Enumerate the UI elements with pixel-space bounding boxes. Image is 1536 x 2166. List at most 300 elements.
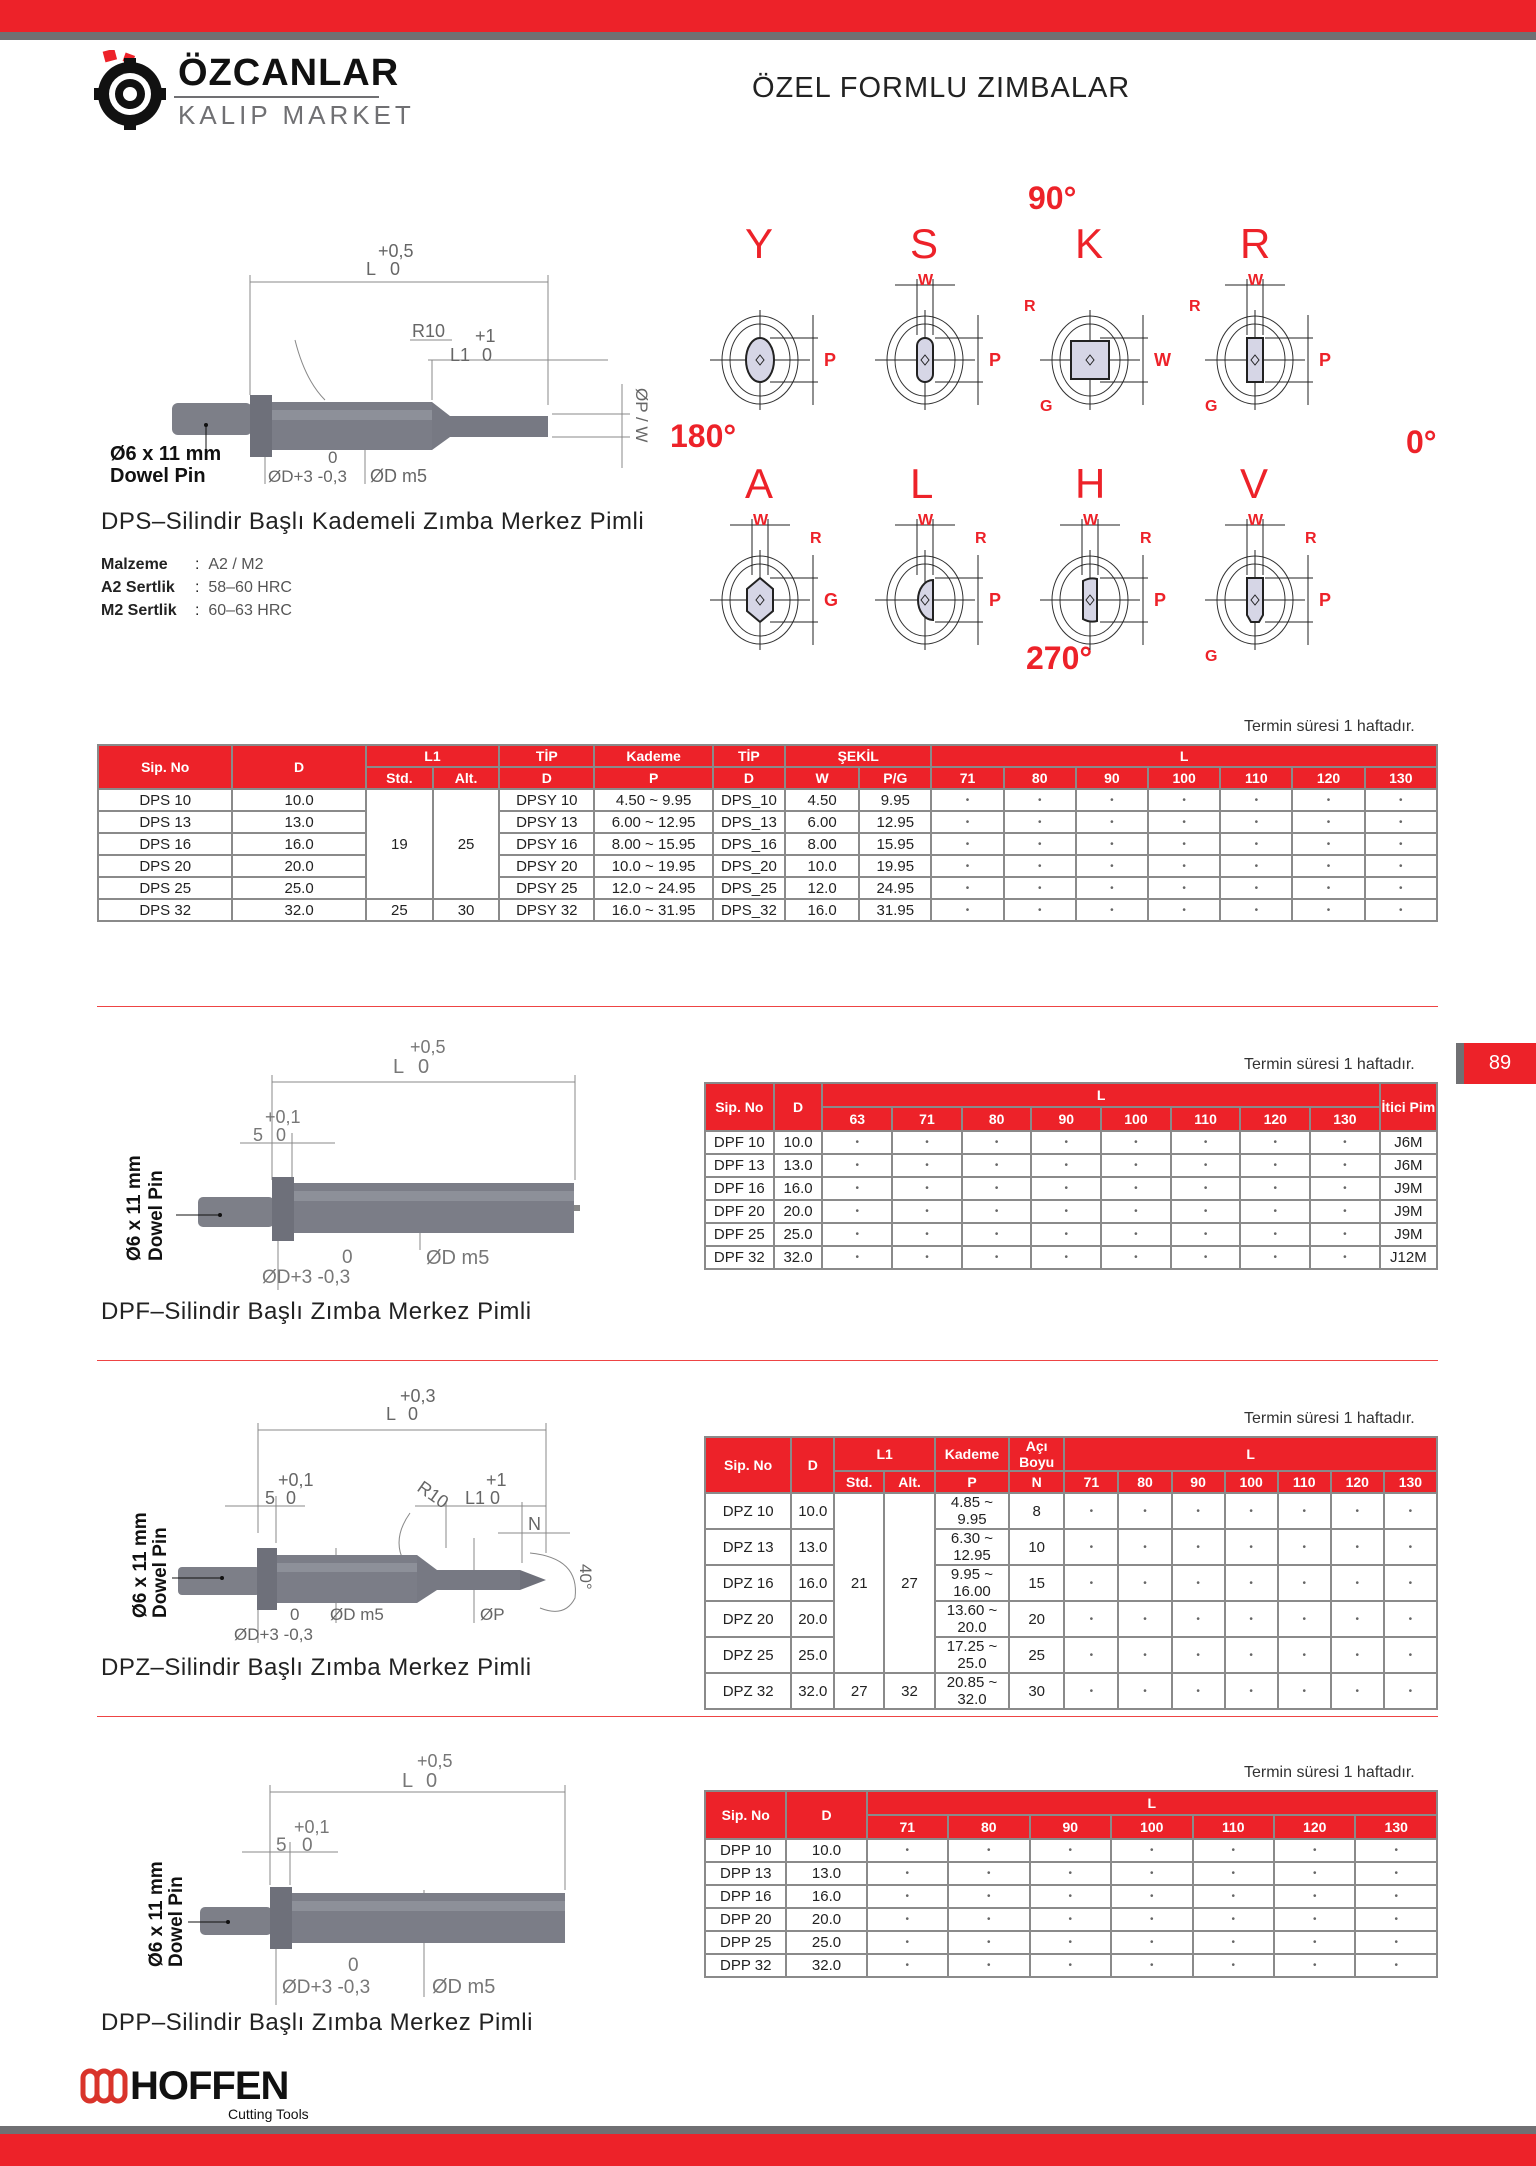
availability-mark: • [1118,1565,1171,1601]
dowel-pin-label-2: Dowel Pin [110,465,206,487]
availability-mark: • [1076,877,1148,899]
cell-sip-no: DPP 10 [705,1839,786,1862]
spec-key: M2 Sertlik [101,602,177,619]
availability-mark: • [1172,1493,1225,1529]
availability-mark: • [1225,1529,1278,1565]
availability-mark: • [1064,1565,1118,1601]
cell-pg: 12.95 [859,811,931,833]
cell-d: 25.0 [786,1931,866,1954]
table-row [98,877,1437,899]
dpp-termin: Termin süresi 1 haftadır. [1244,1764,1415,1781]
col-kademe-1: Kademe [935,1437,1009,1471]
cell-aci-boyu: 15 [1009,1565,1064,1601]
cell-d: 20.0 [791,1601,834,1637]
dpp-table [704,1790,1438,1978]
cell-kademe: 6.00 ~ 12.95 [594,811,712,833]
cell-sip-no: DPS 32 [98,899,232,921]
availability-mark: • [931,833,1003,855]
dps-termin: Termin süresi 1 haftadır. [1244,718,1415,735]
availability-mark: • [1118,1601,1171,1637]
table-row [705,1223,1437,1246]
cell-pg: 24.95 [859,877,931,899]
dim-w: W [753,512,769,529]
availability-mark: • [1240,1223,1310,1246]
availability-mark: • [1225,1637,1278,1673]
dpf-drawing [110,1025,670,1295]
dim-head-dia: ØD+3 -0,3 [262,1267,351,1288]
col-l1-alt: Alt. [433,767,499,789]
availability-mark: • [1220,899,1292,921]
brand-underline [174,96,379,98]
dim-L: L [402,1770,414,1792]
cell-w: 8.00 [785,833,859,855]
availability-mark: • [1220,811,1292,833]
availability-mark: • [962,1131,1032,1154]
col-l1-alt: Alt. [884,1471,935,1493]
punch-body [200,1887,565,1949]
availability-mark: • [1076,899,1148,921]
availability-mark: • [1225,1493,1278,1529]
table-row [705,1601,1437,1637]
cell-w: 4.50 [785,789,859,811]
spec-row: M2 Sertlik : 60–63 HRC [101,599,292,622]
cell-sip-no: DPP 20 [705,1908,786,1931]
hoffen-brand: HOFFEN [130,2064,289,2108]
angle-90: 90° [1028,180,1077,216]
availability-mark: • [1171,1154,1241,1177]
col-l: L [1064,1437,1437,1471]
col-l: L [931,745,1437,767]
dim-head-dia: ØD+3 -0,3 [234,1625,313,1644]
head-tol-zero: 0 [328,448,338,467]
availability-mark: • [1274,1908,1355,1931]
availability-mark: • [1148,877,1220,899]
availability-mark: • [1171,1177,1241,1200]
col-sip-no: Sip. No [98,745,232,789]
dpz-table [704,1436,1438,1710]
col-length-120: 120 [1240,1107,1310,1131]
availability-mark: • [1292,833,1364,855]
cell-d: 20.0 [232,855,365,877]
availability-mark: • [1240,1154,1310,1177]
availability-mark: • [1118,1673,1171,1709]
dim-head-dia: ØD+3 -0,3 [268,467,347,486]
dim-r: R [810,530,822,547]
table-row [705,1931,1437,1954]
availability-mark: • [1004,877,1076,899]
availability-mark: • [1220,789,1292,811]
dim-L-zero: 0 [390,259,401,279]
dim-w: W [918,512,934,529]
tolerance-L1: +1 [486,1470,507,1490]
availability-mark: • [1064,1493,1118,1529]
cell-l1-alt: 25 [433,789,499,899]
cell-tip-d: DPSY 25 [499,877,594,899]
availability-mark: • [822,1131,892,1154]
availability-mark: • [867,1931,948,1954]
availability-mark: • [822,1154,892,1177]
col-d: D [786,1791,866,1839]
shape-letter: Y [745,220,774,267]
availability-mark: • [931,855,1003,877]
cell-kademe: 16.0 ~ 31.95 [594,899,712,921]
dim-r: R [1140,530,1152,547]
availability-mark: • [822,1200,892,1223]
dps-table [97,744,1438,922]
col-length-110: 110 [1193,1815,1274,1839]
availability-mark: • [948,1862,1029,1885]
availability-mark: • [1172,1601,1225,1637]
cell-sip-no: DPS 20 [98,855,232,877]
availability-mark: • [892,1246,962,1269]
availability-mark: • [1331,1673,1384,1709]
cell-d: 13.0 [232,811,365,833]
availability-mark: • [1101,1131,1171,1154]
col-sekil: ŞEKİL [785,745,931,767]
cell-w: 10.0 [785,855,859,877]
availability-mark: • [1225,1601,1278,1637]
availability-mark: • [962,1200,1032,1223]
cell-sip-no: DPF 20 [705,1200,774,1223]
col-l: L [822,1083,1379,1107]
dim-r: R [975,530,987,547]
availability-mark: • [1030,1885,1111,1908]
dim-L1-zero: 0 [482,345,493,365]
table-row [98,789,1437,811]
availability-mark: • [1365,811,1437,833]
cell-d: 32.0 [232,899,365,921]
availability-mark: • [1355,1862,1437,1885]
gear-icon [94,50,168,130]
availability-mark: • [1111,1862,1192,1885]
availability-mark: • [1064,1601,1118,1637]
availability-mark: • [931,877,1003,899]
availability-mark: • [1076,833,1148,855]
bottom-gray-bar [0,2126,1536,2134]
availability-mark: • [1064,1529,1118,1565]
availability-mark: • [1365,899,1437,921]
col-l1-std: Std. [366,767,433,789]
cell-sip-no: DPS 10 [98,789,232,811]
availability-mark: • [1310,1246,1380,1269]
cell-d: 16.0 [774,1177,823,1200]
dim-r: R [1305,530,1317,547]
availability-mark: • [962,1246,1032,1269]
availability-mark: • [948,1839,1029,1862]
dowel-pin-label-2: Dowel Pin [150,1527,171,1618]
table-row [98,899,1437,921]
punch-body [178,1548,546,1610]
availability-mark: • [1172,1637,1225,1673]
cell-sip-no: DPF 10 [705,1131,774,1154]
cell-d: 25.0 [791,1637,834,1673]
col-l1: L1 [366,745,499,767]
cell-sip-no: DPS 16 [98,833,232,855]
shape-r [1189,220,1345,420]
availability-mark: • [1031,1131,1101,1154]
availability-mark: • [1004,833,1076,855]
shape-letter: K [1075,220,1104,267]
availability-mark: • [1118,1637,1171,1673]
availability-mark: • [1225,1673,1278,1709]
col-length-130: 130 [1310,1107,1380,1131]
cell-kademe: 9.95 ~ 16.00 [935,1565,1009,1601]
dps-drawing [110,230,670,500]
angle-180: 180° [670,418,737,454]
cell-kademe: 4.85 ~ 9.95 [935,1493,1009,1529]
col-length-120: 120 [1292,767,1364,789]
col-length-90: 90 [1030,1815,1111,1839]
dim-L-zero: 0 [408,1404,419,1424]
cell-tip2: DPS_32 [713,899,785,921]
shape-a [700,460,850,660]
availability-mark: • [1076,855,1148,877]
cell-itici-pim: J6M [1380,1131,1437,1154]
col-length-100: 100 [1148,767,1220,789]
cell-d: 25.0 [232,877,365,899]
col-length-90: 90 [1172,1471,1225,1493]
cell-tip2: DPS_20 [713,855,785,877]
availability-mark: • [1101,1223,1171,1246]
table-row [98,811,1437,833]
shape-s [865,220,1015,420]
cell-sip-no: DPZ 32 [705,1673,791,1709]
dim-p: P [989,350,1002,370]
availability-mark: • [1118,1529,1171,1565]
cell-sip-no: DPZ 20 [705,1601,791,1637]
dowel-pin-label: Ø6 x 11 mm [146,1861,167,1967]
availability-mark: • [1172,1529,1225,1565]
tolerance-L: +0,3 [400,1386,436,1406]
availability-mark: • [867,1862,948,1885]
availability-mark: • [1193,1954,1274,1977]
availability-mark: • [1004,899,1076,921]
cell-d: 13.0 [786,1862,866,1885]
col-length-71: 71 [867,1815,948,1839]
cell-itici-pim: J9M [1380,1223,1437,1246]
table-row [705,1200,1437,1223]
availability-mark: • [892,1177,962,1200]
availability-mark: • [1172,1673,1225,1709]
availability-mark: • [1064,1637,1118,1673]
dim-w: W [1154,350,1171,370]
shape-letter: H [1075,460,1106,507]
col-length-71: 71 [892,1107,962,1131]
availability-mark: • [1031,1154,1101,1177]
availability-mark: • [1220,877,1292,899]
cell-tip-d: DPSY 32 [499,899,594,921]
cell-d: 20.0 [774,1200,823,1223]
col-length-71: 71 [931,767,1003,789]
bottom-red-bar [0,2134,1536,2166]
col-d: D [774,1083,823,1131]
availability-mark: • [962,1154,1032,1177]
dim-tip-dia: ØP [480,1605,505,1624]
tolerance-5: +0,1 [294,1817,330,1837]
availability-mark: • [892,1154,962,1177]
cell-d: 16.0 [786,1885,866,1908]
availability-mark: • [1274,1839,1355,1862]
availability-mark: • [1118,1493,1171,1529]
cell-d: 16.0 [232,833,365,855]
dim-p: P [1154,590,1167,610]
cell-tip-d: DPSY 10 [499,789,594,811]
dpf-table [704,1082,1438,1270]
dpz-title: DPZ–Silindir Başlı Zımba Merkez Pimli [101,1654,532,1681]
dim-p: P [824,350,837,370]
availability-mark: • [1278,1529,1331,1565]
availability-mark: • [962,1177,1032,1200]
dim-5-zero: 0 [302,1835,313,1856]
availability-mark: • [1274,1954,1355,1977]
col-tip-d-1: TİP [499,745,594,767]
cell-sip-no: DPZ 16 [705,1565,791,1601]
cell-d: 32.0 [774,1246,823,1269]
availability-mark: • [1171,1246,1241,1269]
availability-mark: • [1030,1931,1111,1954]
availability-mark: • [1240,1131,1310,1154]
cell-l1-std: 21 [834,1493,884,1673]
col-length-130: 130 [1384,1471,1437,1493]
angle-0: 0° [1406,424,1437,460]
dim-L1-zero: 0 [490,1488,501,1508]
shape-letter: S [910,220,939,267]
col-length-90: 90 [1031,1107,1101,1131]
dpp-title: DPP–Silindir Başlı Zımba Merkez Pimli [101,2009,533,2036]
cell-tip2: DPS_10 [713,789,785,811]
shape-letter: L [910,460,934,507]
availability-mark: • [1355,1954,1437,1977]
spec-value: 60–63 HRC [208,602,292,619]
dim-L-zero: 0 [426,1770,438,1792]
availability-mark: • [1331,1493,1384,1529]
cell-w: 6.00 [785,811,859,833]
col-length-110: 110 [1278,1471,1331,1493]
availability-mark: • [1355,1885,1437,1908]
cell-sip-no: DPS 25 [98,877,232,899]
dim-p: P [989,590,1002,610]
page-title: ÖZEL FORMLU ZIMBALAR [752,72,1131,104]
availability-mark: • [962,1223,1032,1246]
punch-body [198,1177,580,1241]
availability-mark: • [1278,1493,1331,1529]
availability-mark: • [1274,1931,1355,1954]
cell-sip-no: DPP 13 [705,1862,786,1885]
dpz-termin: Termin süresi 1 haftadır. [1244,1410,1415,1427]
dim-L-zero: 0 [418,1056,430,1078]
table-row [705,1862,1437,1885]
cell-tip2: DPS_25 [713,877,785,899]
availability-mark: • [1274,1862,1355,1885]
dim-shank-dia: ØD m5 [330,1605,384,1624]
dowel-pin-label-2: Dowel Pin [146,1170,167,1261]
col-length-120: 120 [1274,1815,1355,1839]
dim-g: G [1040,398,1053,415]
shape-y [700,220,850,420]
dim-angle-40: 40° [576,1564,595,1590]
dim-5-zero: 0 [276,1125,287,1145]
col-length-100: 100 [1225,1471,1278,1493]
availability-mark: • [1365,877,1437,899]
dim-g: G [824,590,839,610]
availability-mark: • [948,1954,1029,1977]
availability-mark: • [1101,1200,1171,1223]
availability-mark: • [1171,1223,1241,1246]
shape-letter: A [745,460,774,507]
availability-mark: • [1030,1908,1111,1931]
head-tol-zero: 0 [348,1955,359,1976]
dim-L1: L1 [465,1488,486,1508]
cell-aci-boyu: 20 [1009,1601,1064,1637]
availability-mark: • [948,1885,1029,1908]
cell-l1-alt: 30 [433,899,499,921]
col-aci-2: N [1009,1471,1064,1493]
dim-shank-dia: ØD m5 [370,466,428,486]
availability-mark: • [1274,1885,1355,1908]
availability-mark: • [1331,1601,1384,1637]
col-length-80: 80 [1118,1471,1171,1493]
col-length-100: 100 [1111,1815,1192,1839]
col-l1-std: Std. [834,1471,884,1493]
availability-mark: • [1076,789,1148,811]
dim-r: R [1189,298,1201,315]
col-kademe-2: P [594,767,712,789]
cell-sip-no: DPF 32 [705,1246,774,1269]
availability-mark: • [1171,1131,1241,1154]
dim-5: 5 [253,1125,264,1145]
dim-w: W [1083,512,1099,529]
table-row [705,1177,1437,1200]
availability-mark: • [1030,1862,1111,1885]
cell-sip-no: DPF 25 [705,1223,774,1246]
availability-mark: • [931,899,1003,921]
cell-sip-no: DPP 32 [705,1954,786,1977]
availability-mark: • [1193,1931,1274,1954]
shape-v [1195,460,1345,665]
cell-kademe: 6.30 ~ 12.95 [935,1529,1009,1565]
availability-mark: • [1292,899,1364,921]
top-red-bar [0,0,1536,32]
availability-mark: • [1111,1908,1192,1931]
availability-mark: • [1331,1637,1384,1673]
cell-l1-std: 25 [366,899,433,921]
dim-w: W [1248,512,1264,529]
cell-tip-d: DPSY 13 [499,811,594,833]
table-row [705,1493,1437,1529]
cell-sip-no: DPZ 10 [705,1493,791,1529]
availability-mark: • [1004,855,1076,877]
cell-sip-no: DPP 25 [705,1931,786,1954]
cell-tip-d: DPSY 16 [499,833,594,855]
cell-l1-alt: 32 [884,1673,935,1709]
availability-mark: • [1355,1839,1437,1862]
availability-mark: • [1225,1565,1278,1601]
dim-L1: L1 [450,345,471,365]
cell-aci-boyu: 10 [1009,1529,1064,1565]
availability-mark: • [1292,877,1364,899]
availability-mark: • [1193,1839,1274,1862]
table-row [705,1246,1437,1269]
dpp-drawing [110,1735,670,2005]
table-row [705,1673,1437,1709]
availability-mark: • [1384,1673,1437,1709]
spec-value: A2 / M2 [208,556,264,573]
availability-mark: • [867,1839,948,1862]
cell-sip-no: DPP 16 [705,1885,786,1908]
availability-mark: • [1148,855,1220,877]
availability-mark: • [1240,1177,1310,1200]
col-length-90: 90 [1076,767,1148,789]
